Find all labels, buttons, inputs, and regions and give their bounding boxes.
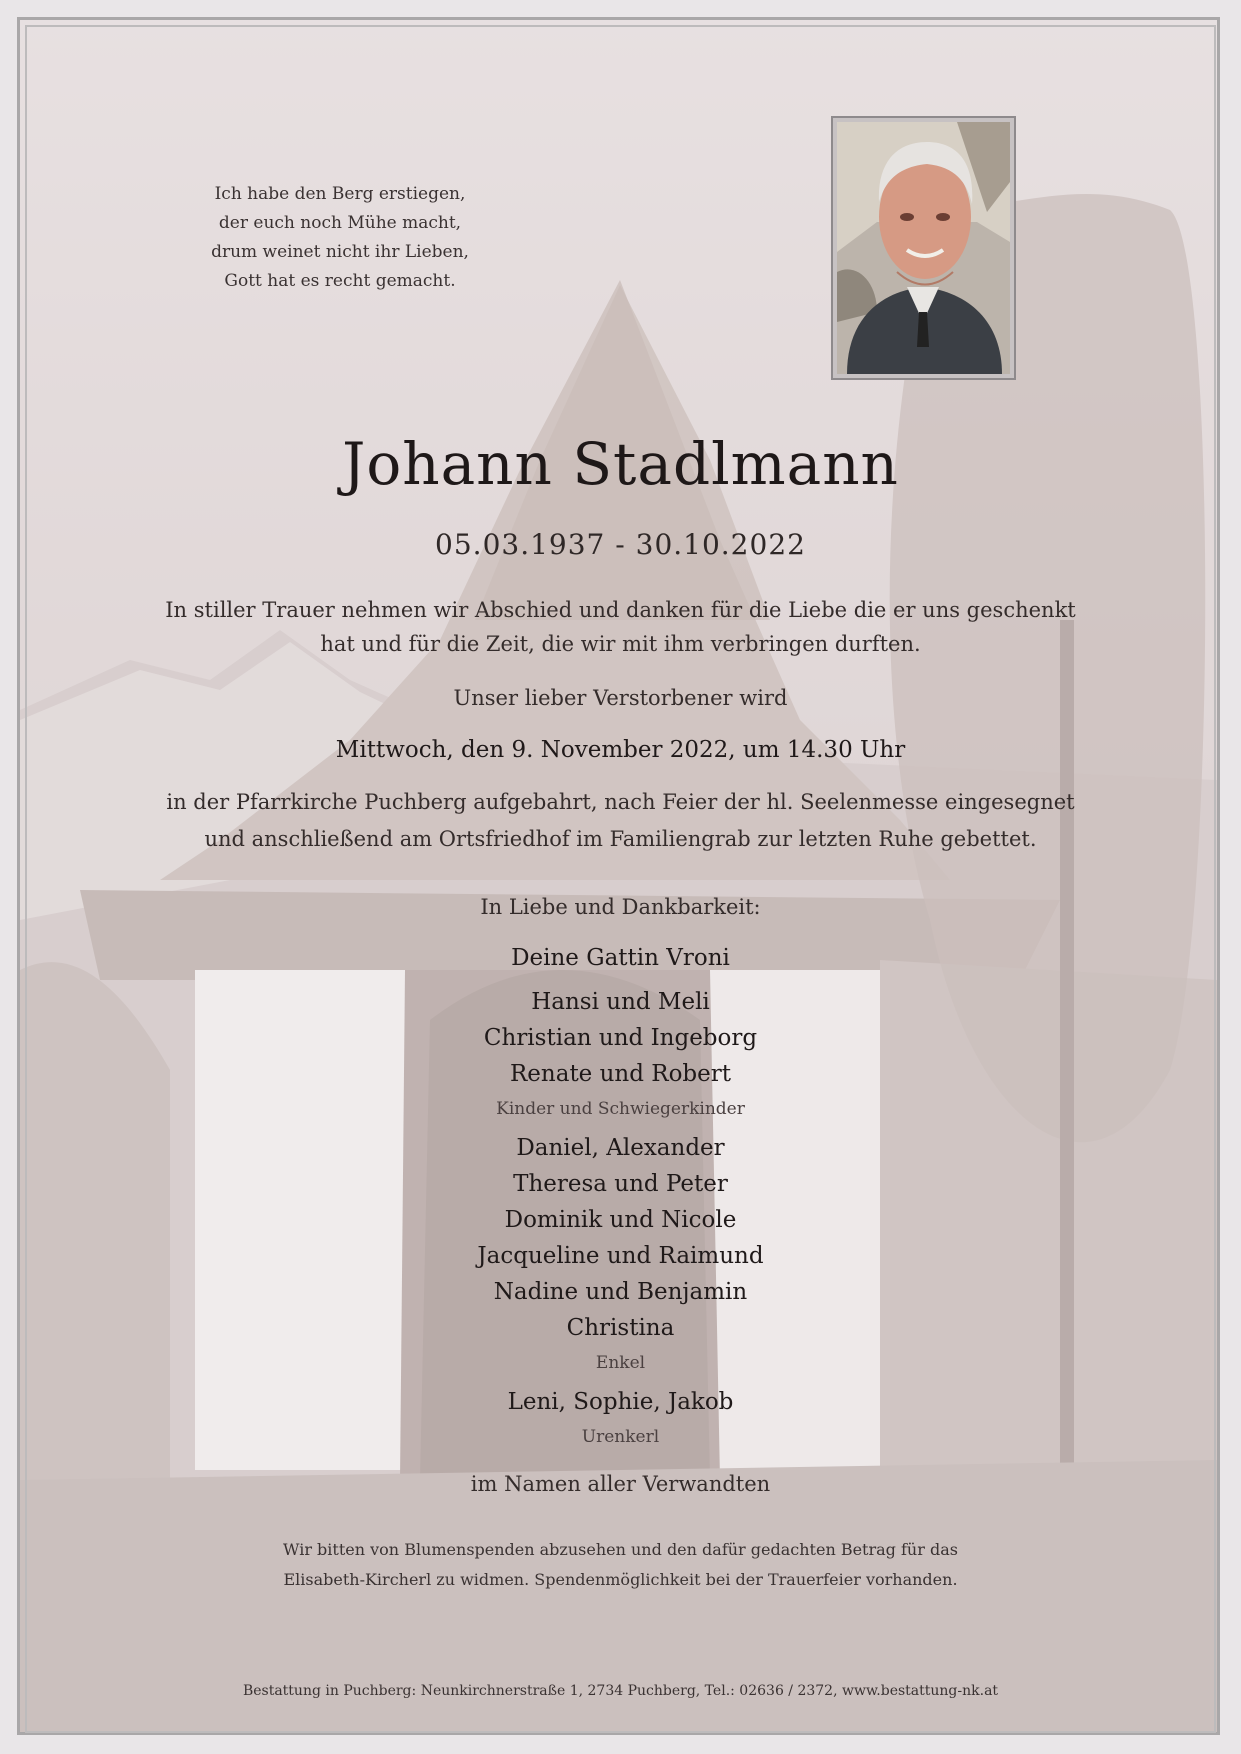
announcement: Unser lieber Verstorbener wird — [453, 686, 788, 710]
mourner-grandchild: Dominik und Nicole — [504, 1207, 737, 1233]
grandchildren-label: Enkel — [595, 1353, 646, 1373]
poem-line: der euch noch Mühe macht, — [218, 213, 462, 233]
mourner-child: Christian und Ingeborg — [483, 1025, 758, 1051]
funeral-home-footer: Bestattung in Puchberg: Neunkirchnerstraße 1, 2734 Puchberg, Tel.: 02636 / 2372, www.bestattung-nk.at — [242, 1683, 999, 1699]
intro-line: hat und für die Zeit, die wir mit ihm verbringen durften. — [320, 632, 921, 656]
ceremony-place: und anschließend am Ortsfriedhof im Familiengrab zur letzten Ruhe gebettet. — [204, 827, 1037, 851]
mourner-grandchild: Theresa und Peter — [513, 1171, 728, 1197]
poem-line: Gott hat es recht gemacht. — [224, 271, 456, 291]
ceremony-datetime: Mittwoch, den 9. November 2022, um 14.30 Uhr — [335, 737, 906, 763]
relatives-line: im Namen aller Verwandten — [470, 1472, 771, 1496]
mourner-child: Renate und Robert — [509, 1061, 731, 1087]
portrait-image — [837, 122, 1010, 374]
mourner-grandchild: Christina — [566, 1315, 675, 1341]
children-label: Kinder und Schwiegerkinder — [496, 1099, 745, 1119]
poem — [195, 180, 485, 296]
mourner-wife: Deine Gattin Vroni — [511, 945, 730, 971]
intro-line: In stiller Trauer nehmen wir Abschied und danken für die Liebe die er uns geschenkt — [165, 598, 1076, 622]
deceased-name: Johann Stadlmann — [342, 430, 899, 498]
great-grandchildren-label: Urenkerl — [581, 1427, 660, 1447]
mourner-child: Hansi und Meli — [531, 989, 710, 1015]
portrait-photo — [831, 116, 1016, 380]
poem-line: Ich habe den Berg erstiegen, — [214, 184, 466, 204]
poem-line: drum weinet nicht ihr Lieben, — [211, 242, 469, 262]
donation-note: Elisabeth-Kircherl zu widmen. Spendenmöglichkeit bei der Trauerfeier vorhanden. — [283, 1570, 958, 1589]
mourner-grandchild: Nadine und Benjamin — [493, 1279, 748, 1305]
ceremony-place: in der Pfarrkirche Puchberg aufgebahrt, nach Feier der hl. Seelenmesse eingesegnet — [166, 790, 1075, 814]
mourner-grandchild: Jacqueline und Raimund — [477, 1243, 764, 1269]
mourner-grandchild: Daniel, Alexander — [516, 1135, 725, 1161]
life-dates: 05.03.1937 - 30.10.2022 — [435, 528, 806, 561]
donation-note: Wir bitten von Blumenspenden abzusehen und den dafür gedachten Betrag für das — [283, 1540, 958, 1559]
gratitude-heading: In Liebe und Dankbarkeit: — [480, 895, 761, 919]
mourner-great-grandchildren: Leni, Sophie, Jakob — [507, 1389, 734, 1415]
